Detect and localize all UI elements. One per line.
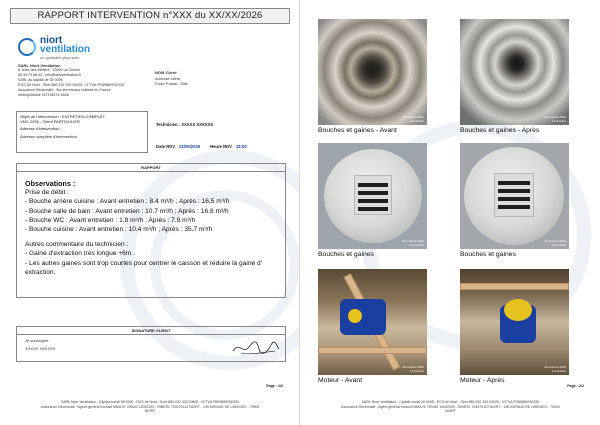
footer-line: NIORT [144,409,156,413]
photo-caption: Bouches et gaines [460,251,516,258]
photo-timestamp: 26 octobre 2024 La Crèche [402,365,424,373]
photo-moteur-apres[interactable] [460,269,569,375]
company-line: RCS De Niort - Siret 880 932 330 00025 - N°TVA FR89880932330 [18,83,124,87]
time-rdv-label: Heure RDV [210,144,232,149]
company-logo [18,36,118,62]
company-line: SARL au capital de 30 000€ [18,78,63,82]
company-name: SARL Niort Ventilation [18,63,61,68]
photo-caption: Moteur - Avant [318,377,363,384]
comment-title: Autres commentaire du technicien : [25,241,129,249]
company-email[interactable]: 05 49 79 88 44 - info@niortventilation.fr [18,73,81,77]
vent-insert [494,173,534,217]
photo-moteur-avant[interactable] [318,269,427,375]
photo-caption: Bouches et gaines - Avant [318,127,397,134]
company-line: 8, Allée des Métiers - 79260 La Crèche [18,68,81,72]
rapport-body [16,171,286,298]
report-page-2 [301,0,600,425]
photo-bouches-apres[interactable] [460,19,569,125]
signature-box [16,334,286,362]
date-rdv-value: 21/05/2026 [179,144,201,149]
logo-text-niort: niort [40,35,63,46]
photo-timestamp: 26 octobre 2024 La Crèche [402,115,424,123]
footer-line: Assurance Décennale : Agent général exclusif MMA N° ORIAS 16002029 - RIBERL 703076113 NIORT - 105 AVENUE DE LIMOGES - 79000 [341,404,560,409]
company-line: métropolitaine 147198174 MMA [18,93,69,97]
vmc-motor-icon [340,299,386,335]
page-footer [311,400,590,414]
page-number: Page : 2/2 [567,384,584,388]
photo-bouche-avant[interactable] [318,143,427,249]
debit-line: - Bouche arrière cuisine : Avant entretien : 8.4 m³/h ; Après : 16.5 m³/h [25,198,230,206]
time-rdv-value: 14:00 [235,144,247,149]
intervention-object: Objet de l'intervention : ENTRETIEN COMPLET [20,114,106,119]
debit-line: - Bouche salle de bain : Avant entretien : 10.7 m³/h ; Après : 16.8 m³/h [25,207,229,215]
technician: Technicien : XXXXX XXXXXX [156,122,214,127]
report-title: RAPPORT INTERVENTION n°XXX du XX/XX/2026 [10,8,290,24]
page-number: Page : 1/2 [266,384,283,388]
client-signature-icon [231,337,281,359]
company-info [18,63,148,98]
signature-name: XXXXX XXXXXX [25,346,56,351]
date-rdv-label: Date RDV [156,144,176,149]
comment-line: - Les autres gaines sont trop courtes pour centrer le caisson et réduire la gaine d' [25,259,262,267]
client-info [155,70,188,87]
intervention-address: Adresse complète d'intervention [20,133,77,139]
signature-label: Je soussigné : [25,338,51,343]
photo-caption: Bouches et gaines [318,251,374,258]
photo-caption: Bouches et gaines - Après [460,127,540,134]
intervention-address-label: Adresse d'intervention : [20,126,62,132]
client-name: NOM Client [155,70,177,75]
rapport-header: RAPPORT [16,163,286,171]
logo-tagline: un quotidien plus sain [40,55,79,60]
photo-timestamp: 26 octobre 2024 La Crèche [544,115,566,123]
appointment-info [156,144,247,149]
debit-line: - Bouche cuisine : Avant entretien : 10.4 m³/h ; Après : 35.7 m³/h [25,226,213,234]
company-line: Assurance Décennale : Sur les travaux réalisés en France [18,88,111,92]
roof-beam [318,347,427,354]
photo-caption: Moteur - Après [460,377,505,384]
logo-text-ventilation: ventilation [40,44,91,55]
signature-header: SIGNATURE CLIENT [16,326,286,334]
photo-bouche-apres[interactable] [460,143,569,249]
roof-beam [460,283,569,290]
footer-line: Assurance Décennale : Agent général exclusif MMA N° ORIAS 16002029 - RIBERL 703076113 NIORT - 105 AVENUE DE LIMOGES - 79000 [40,404,260,409]
photo-timestamp: 26 octobre 2024 La Crèche [402,239,424,247]
debit-line: - Bouche WC : Avant entretien : 1.8 m³/h ; Après : 7.9 m³/h [25,216,196,224]
comment-line: - Gaine d'extraction très longue +6m . [25,250,135,258]
intervention-client-type: VMC 2026 - Client PARTICULIER [20,119,80,125]
intervention-box [16,111,148,153]
footer-line: SARL Niort Ventilation - Capital social 30 000€ - RCS de Niort - Siret 880 932 330 00025 - N°TVA FR89880932330 [61,400,239,404]
photo-bouches-avant[interactable] [318,19,427,125]
page-footer [10,400,290,414]
photo-timestamp: 26 octobre 2024 La Crèche [544,239,566,247]
logo-mark-icon [18,38,36,56]
footer-line: NIORT [445,409,456,413]
debit-title: Prise de débit : [25,189,69,197]
photo-timestamp: 26 octobre 2024 La Crèche [544,365,566,373]
motor-fan-icon [504,299,532,321]
comment-line: extraction. [25,268,56,276]
motor-fan-icon [348,309,362,323]
client-address: Adresse client [155,75,181,81]
client-city: Code Postal - Ville [155,81,188,86]
footer-line: SARL Niort Ventilation - Capital social 30 000€ - RCS de Niort - Siret 880 932 330 00025 - N°TVA FR89880932330 [361,400,540,404]
observations-title: Observations : [25,179,76,188]
